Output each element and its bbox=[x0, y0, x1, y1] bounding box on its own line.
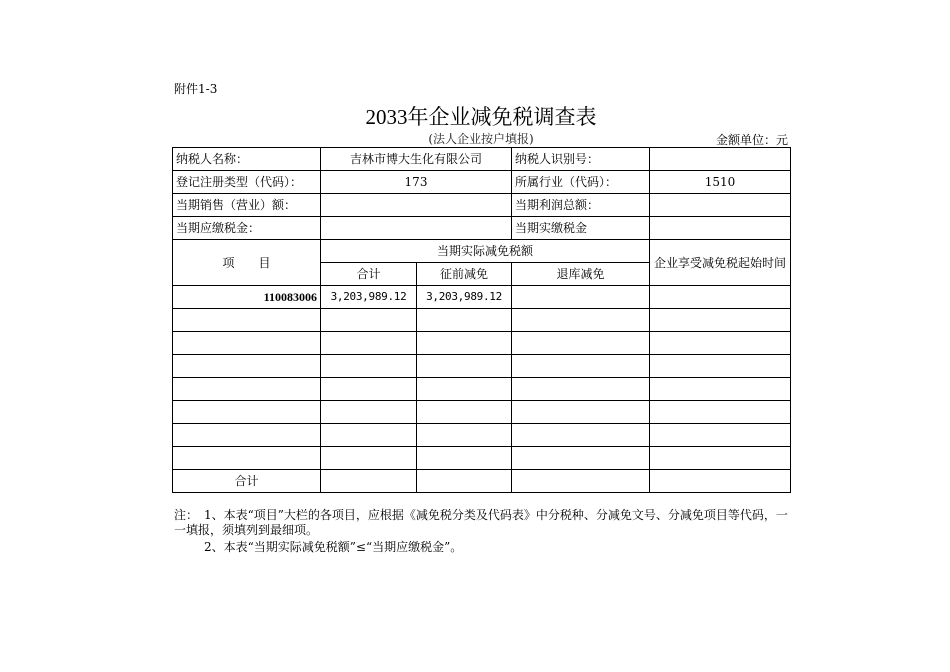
total-row-pre[interactable] bbox=[417, 470, 512, 493]
sales-value[interactable] bbox=[321, 194, 512, 217]
row-pre[interactable] bbox=[417, 355, 512, 378]
row-total[interactable] bbox=[321, 424, 417, 447]
row-total[interactable] bbox=[321, 332, 417, 355]
row-refund[interactable] bbox=[512, 309, 650, 332]
row-start[interactable] bbox=[650, 401, 791, 424]
table-row bbox=[173, 378, 791, 401]
row-pre[interactable]: 3,203,989.12 bbox=[417, 286, 512, 309]
info-row-type bbox=[173, 171, 791, 194]
row-item[interactable] bbox=[173, 355, 321, 378]
header-refund: 退库减免 bbox=[512, 263, 650, 286]
total-row bbox=[173, 470, 791, 493]
header-total: 合计 bbox=[321, 263, 417, 286]
taxpayer-name-value[interactable]: 吉林市博大生化有限公司 bbox=[321, 148, 512, 171]
row-pre[interactable] bbox=[417, 332, 512, 355]
row-refund[interactable] bbox=[512, 332, 650, 355]
row-total[interactable] bbox=[321, 401, 417, 424]
tax-paid-value[interactable] bbox=[650, 217, 791, 240]
profit-value[interactable] bbox=[650, 194, 791, 217]
reg-type-value[interactable]: 173 bbox=[321, 171, 512, 194]
total-row-label: 合计 bbox=[173, 470, 321, 493]
row-pre[interactable] bbox=[417, 424, 512, 447]
row-start[interactable] bbox=[650, 447, 791, 470]
taxpayer-name-label: 纳税人名称： bbox=[173, 148, 321, 171]
table-row bbox=[173, 332, 791, 355]
row-total[interactable] bbox=[321, 378, 417, 401]
row-pre[interactable] bbox=[417, 378, 512, 401]
total-row-start[interactable] bbox=[650, 470, 791, 493]
row-refund[interactable] bbox=[512, 401, 650, 424]
header-row-1 bbox=[173, 240, 791, 263]
unit-label: 金额单位：元 bbox=[715, 133, 788, 147]
data-rows bbox=[173, 286, 791, 470]
tax-relief-table bbox=[172, 147, 791, 493]
row-start[interactable] bbox=[650, 355, 791, 378]
table-row bbox=[173, 286, 791, 309]
header-pre-collection: 征前减免 bbox=[417, 263, 512, 286]
row-total[interactable] bbox=[321, 309, 417, 332]
row-start[interactable] bbox=[650, 332, 791, 355]
page-subtitle: (法人企业按户填报) bbox=[428, 132, 534, 146]
notes bbox=[174, 508, 794, 555]
total-row-refund[interactable] bbox=[512, 470, 650, 493]
row-refund[interactable] bbox=[512, 286, 650, 309]
header-item: 项 目 bbox=[173, 240, 321, 286]
total-row-total[interactable] bbox=[321, 470, 417, 493]
row-start[interactable] bbox=[650, 378, 791, 401]
row-start[interactable] bbox=[650, 424, 791, 447]
table-row bbox=[173, 401, 791, 424]
row-refund[interactable] bbox=[512, 378, 650, 401]
row-item[interactable] bbox=[173, 424, 321, 447]
row-item[interactable]: 110083006 bbox=[173, 286, 321, 309]
row-item[interactable] bbox=[173, 309, 321, 332]
taxpayer-id-value[interactable] bbox=[650, 148, 791, 171]
row-start[interactable] bbox=[650, 286, 791, 309]
profit-label: 当期利润总额： bbox=[512, 194, 650, 217]
header-start-time: 企业享受减免税起始时间 bbox=[650, 240, 791, 286]
taxpayer-id-label: 纳税人识别号： bbox=[512, 148, 650, 171]
row-item[interactable] bbox=[173, 332, 321, 355]
info-row-tax bbox=[173, 217, 791, 240]
row-item[interactable] bbox=[173, 447, 321, 470]
note-1: 注： 1、本表“项目”大栏的各项目，应根据《减免税分类及代码表》中分税种、分减免文号、分减免项目等代码，一一填报，须填列到最细项。 bbox=[174, 508, 788, 537]
row-total[interactable] bbox=[321, 447, 417, 470]
row-item[interactable] bbox=[173, 401, 321, 424]
row-start[interactable] bbox=[650, 309, 791, 332]
sales-label: 当期销售（营业）额： bbox=[173, 194, 321, 217]
tax-payable-label: 当期应缴税金： bbox=[173, 217, 321, 240]
tax-payable-value[interactable] bbox=[321, 217, 512, 240]
tax-paid-label: 当期实缴税金 bbox=[512, 217, 650, 240]
industry-label: 所属行业（代码）： bbox=[512, 171, 650, 194]
note-2: 2、本表“当期实际减免税额”≤“当期应缴税金”。 bbox=[204, 540, 463, 554]
industry-value[interactable]: 1510 bbox=[650, 171, 791, 194]
row-item[interactable] bbox=[173, 378, 321, 401]
page-title: 2033年企业减免税调查表 bbox=[365, 105, 597, 129]
info-row-name bbox=[173, 148, 791, 171]
info-row-sales bbox=[173, 194, 791, 217]
reg-type-label: 登记注册类型（代码）： bbox=[173, 171, 321, 194]
row-refund[interactable] bbox=[512, 447, 650, 470]
row-refund[interactable] bbox=[512, 355, 650, 378]
row-pre[interactable] bbox=[417, 401, 512, 424]
table-row bbox=[173, 447, 791, 470]
row-total[interactable] bbox=[321, 355, 417, 378]
attachment-label: 附件1-3 bbox=[174, 82, 218, 96]
row-refund[interactable] bbox=[512, 424, 650, 447]
header-actual-relief: 当期实际减免税额 bbox=[321, 240, 650, 263]
row-total[interactable]: 3,203,989.12 bbox=[321, 286, 417, 309]
table-row bbox=[173, 355, 791, 378]
row-pre[interactable] bbox=[417, 447, 512, 470]
table-row bbox=[173, 309, 791, 332]
table-row bbox=[173, 424, 791, 447]
row-pre[interactable] bbox=[417, 309, 512, 332]
